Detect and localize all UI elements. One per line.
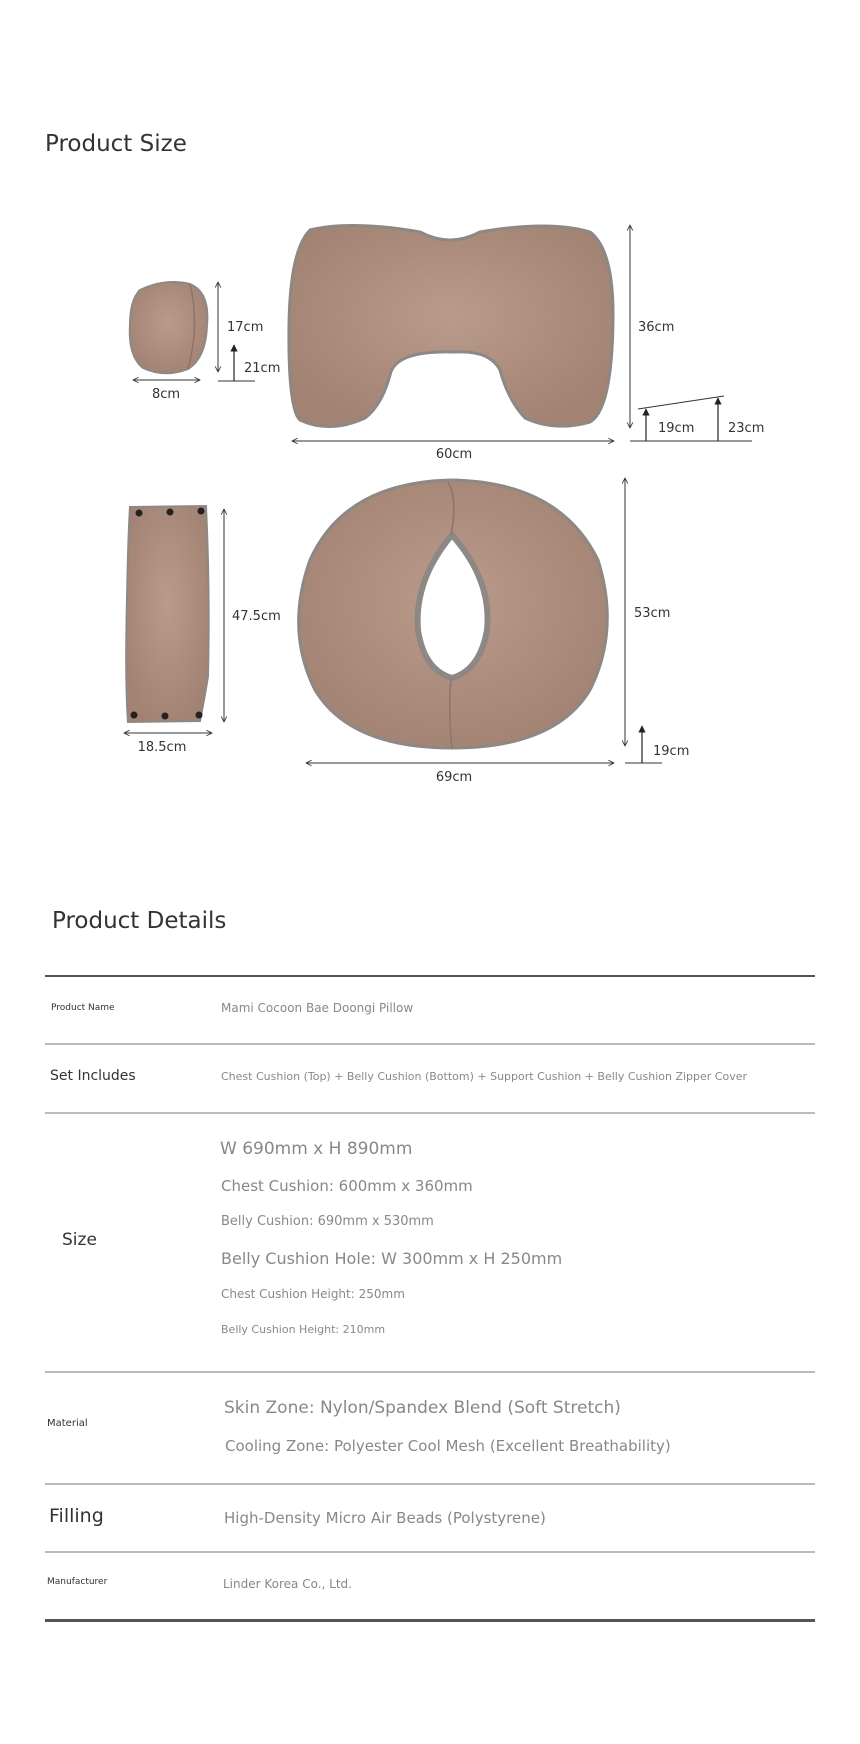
chest-cushion-image: [289, 225, 613, 426]
row-value-set-includes: Chest Cushion (Top) + Belly Cushion (Bottom) + Support Cushion + Belly Cushion Zipper Cover: [221, 1070, 748, 1083]
row-value-material-skin: Skin Zone: Nylon/Spandex Blend (Soft Stretch): [224, 1398, 621, 1418]
dim-support-width: 8cm: [151, 387, 181, 402]
row-divider: [45, 1043, 815, 1045]
row-value-size-hole: Belly Cushion Hole: W 300mm x H 250mm: [221, 1249, 563, 1268]
dim-support-depth: 21cm: [244, 361, 281, 376]
row-label-filling: Filling: [49, 1505, 104, 1527]
dim-chest-height: 36cm: [638, 320, 675, 335]
dim-chest-high: 23cm: [728, 421, 765, 436]
dim-belly-width: 69cm: [435, 770, 473, 785]
support-cushion-image: [130, 282, 208, 373]
row-value-product-name: Mami Cocoon Bae Doongi Pillow: [221, 1001, 414, 1015]
row-label-material: Material: [47, 1418, 88, 1429]
row-divider: [45, 1112, 815, 1114]
dim-belly-depth: 19cm: [653, 744, 690, 759]
row-value-size-belly-height: Belly Cushion Height: 210mm: [221, 1323, 386, 1336]
zipper-cover-image: [126, 506, 208, 722]
dim-chest-width: 60cm: [435, 447, 473, 462]
table-top-rule: [45, 975, 815, 977]
dim-belly-height: 53cm: [634, 606, 671, 621]
row-label-product-name: Product Name: [51, 1003, 115, 1013]
product-size-title: Product Size: [45, 131, 187, 157]
row-label-manufacturer: Manufacturer: [47, 1577, 108, 1587]
dim-chest-low: 19cm: [658, 421, 695, 436]
belly-cushion-image: [299, 480, 608, 748]
row-value-material-cooling: Cooling Zone: Polyester Cool Mesh (Excellent Breathability): [225, 1437, 671, 1455]
dim-support-height: 17cm: [227, 320, 264, 335]
row-value-size-chest: Chest Cushion: 600mm x 360mm: [221, 1177, 473, 1195]
row-value-filling: High-Density Micro Air Beads (Polystyrene): [224, 1509, 546, 1527]
product-size-diagram: [0, 200, 860, 800]
product-details-title: Product Details: [52, 908, 227, 934]
row-label-size: Size: [62, 1230, 97, 1250]
row-divider: [45, 1371, 815, 1373]
row-divider: [45, 1551, 815, 1553]
dim-cover-width: 18.5cm: [137, 740, 187, 755]
row-divider: [45, 1483, 815, 1485]
row-value-size-chest-height: Chest Cushion Height: 250mm: [221, 1287, 405, 1301]
row-value-manufacturer: Linder Korea Co., Ltd.: [223, 1577, 352, 1591]
row-value-size-overall: W 690mm x H 890mm: [220, 1139, 413, 1159]
table-bottom-rule: [45, 1619, 815, 1622]
row-label-set-includes: Set Includes: [50, 1068, 136, 1084]
dim-cover-height: 47.5cm: [232, 609, 281, 624]
row-value-size-belly: Belly Cushion: 690mm x 530mm: [221, 1214, 434, 1229]
